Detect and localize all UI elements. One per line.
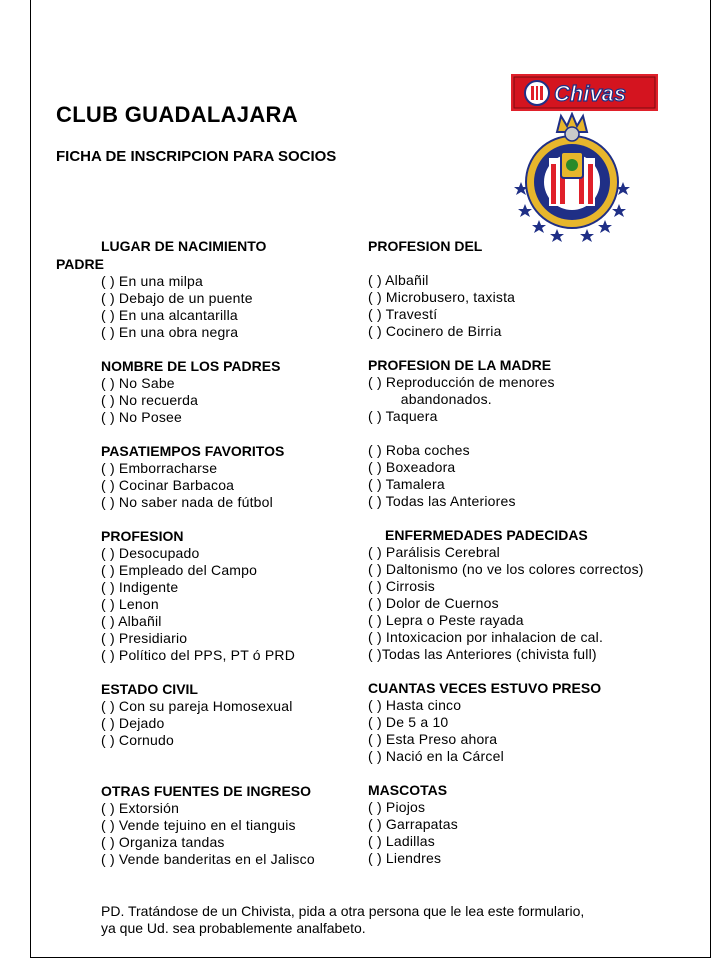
checkbox-option[interactable]: ( ) Tamalera	[368, 476, 445, 492]
club-title: CLUB GUADALAJARA	[56, 102, 298, 127]
checkbox-option[interactable]: ( ) No recuerda	[101, 392, 199, 408]
small-crest-icon	[525, 81, 549, 105]
checkbox-option[interactable]: ( ) Piojos	[368, 799, 426, 815]
checkbox-option[interactable]: ( ) Vende tejuino en el tianguis	[101, 817, 296, 833]
section-heading-pasatiempos: PASATIEMPOS FAVORITOS	[101, 443, 285, 459]
club-crest-emblem	[509, 112, 635, 242]
section-heading-estado-civil: ESTADO CIVIL	[101, 681, 198, 697]
checkbox-option[interactable]: ( ) Indigente	[101, 579, 179, 595]
checkbox-option[interactable]: ( ) Lenon	[101, 596, 159, 612]
checkbox-option[interactable]: ( ) Cirrosis	[368, 578, 435, 594]
checkbox-option[interactable]: ( ) No saber nada de fútbol	[101, 494, 273, 510]
checkbox-option[interactable]: ( ) Hasta cinco	[368, 697, 462, 713]
section-heading-enfermedades: ENFERMEDADES PADECIDAS	[385, 527, 588, 543]
right-column	[368, 238, 644, 867]
checkbox-option[interactable]: ( ) Vende banderitas en el Jalisco	[101, 851, 315, 867]
checkbox-option[interactable]: ( ) Travestí	[368, 306, 438, 322]
options-lugar-nacimiento	[101, 273, 315, 868]
checkbox-option[interactable]: ( ) Daltonismo (no ve los colores correctos)	[368, 561, 644, 577]
checkbox-option[interactable]: ( )Todas las Anteriores (chivista full)	[368, 646, 597, 662]
checkbox-option[interactable]: ( ) Intoxicacion por inhalacion de cal.	[368, 629, 604, 645]
section-heading-otras-fuentes: OTRAS FUENTES DE INGRESO	[101, 783, 312, 799]
checkbox-option[interactable]: ( ) Dejado	[101, 715, 165, 731]
checkbox-option[interactable]: ( ) Garrapatas	[368, 816, 458, 832]
checkbox-option[interactable]: ( ) Político del PPS, PT ó PRD	[101, 647, 296, 663]
wrapped-word-padre: PADRE	[56, 256, 104, 272]
checkbox-option[interactable]: ( ) Cornudo	[101, 732, 175, 748]
checkbox-option[interactable]: ( ) Microbusero, taxista	[368, 289, 516, 305]
section-heading-profesion-padre: PROFESION DEL	[368, 238, 483, 254]
checkbox-option[interactable]: ( ) Albañil	[368, 272, 429, 288]
checkbox-option[interactable]: ( ) Organiza tandas	[101, 834, 225, 850]
footnote-line: PD. Tratándose de un Chivista, pida a otra persona que le lea este formulario,	[101, 903, 585, 919]
checkbox-option[interactable]: ( ) Ladillas	[368, 833, 435, 849]
section-heading-profesion: PROFESION	[101, 528, 184, 544]
chivas-logo-banner	[511, 74, 658, 111]
form-title: FICHA DE INSCRIPCION PARA SOCIOS	[56, 148, 337, 165]
chivas-logo-text: Chivas	[554, 81, 627, 106]
section-heading-lugar-nacimiento: LUGAR DE NACIMIENTO	[101, 238, 267, 254]
section-heading-nombre-padres: NOMBRE DE LOS PADRES	[101, 358, 281, 374]
checkbox-option[interactable]: ( ) Presidiario	[101, 630, 188, 646]
checkbox-option[interactable]: ( ) Esta Preso ahora	[368, 731, 498, 747]
checkbox-option[interactable]: ( ) Con su pareja Homosexual	[101, 698, 293, 714]
checkbox-option[interactable]: ( ) Boxeadora	[368, 459, 456, 475]
section-heading-profesion-madre: PROFESION DE LA MADRE	[368, 357, 552, 373]
checkbox-option[interactable]: ( ) Nació en la Cárcel	[368, 748, 504, 764]
checkbox-option[interactable]: ( ) Cocinero de Birria	[368, 323, 502, 339]
checkbox-option[interactable]: ( ) En una alcantarilla	[101, 307, 238, 323]
left-column	[101, 238, 266, 255]
checkbox-option[interactable]: ( ) Emborracharse	[101, 460, 218, 476]
checkbox-option[interactable]: ( ) En una obra negra	[101, 324, 239, 340]
checkbox-option[interactable]: ( ) En una milpa	[101, 273, 204, 289]
checkbox-option[interactable]: ( ) Dolor de Cuernos	[368, 595, 499, 611]
section-heading-preso: CUANTAS VECES ESTUVO PRESO	[368, 680, 602, 696]
checkbox-option[interactable]: ( ) Taquera	[368, 408, 438, 424]
section-heading-mascotas: MASCOTAS	[368, 782, 448, 798]
checkbox-option[interactable]: ( ) Parálisis Cerebral	[368, 544, 500, 560]
checkbox-option[interactable]: ( ) Empleado del Campo	[101, 562, 258, 578]
checkbox-option[interactable]: ( ) Todas las Anteriores	[368, 493, 516, 509]
checkbox-option[interactable]: ( ) Reproducción de menores	[368, 374, 555, 390]
checkbox-option[interactable]: ( ) De 5 a 10	[368, 714, 449, 730]
checkbox-option[interactable]: ( ) Cocinar Barbacoa	[101, 477, 235, 493]
footnote-line: ya que Ud. sea probablemente analfabeto.	[101, 920, 366, 936]
checkbox-option[interactable]: ( ) Debajo de un puente	[101, 290, 253, 306]
checkbox-option[interactable]: ( ) Albañil	[101, 613, 162, 629]
checkbox-option[interactable]: ( ) Extorsión	[101, 800, 180, 816]
checkbox-option[interactable]: ( ) Desocupado	[101, 545, 200, 561]
checkbox-option[interactable]: ( ) Lepra o Peste rayada	[368, 612, 524, 628]
checkbox-option[interactable]: ( ) No Sabe	[101, 375, 175, 391]
option-continuation: abandonados.	[368, 391, 492, 407]
checkbox-option[interactable]: ( ) Liendres	[368, 850, 442, 866]
checkbox-option[interactable]: ( ) Roba coches	[368, 442, 470, 458]
checkbox-option[interactable]: ( ) No Posee	[101, 409, 182, 425]
footnote	[101, 903, 584, 937]
